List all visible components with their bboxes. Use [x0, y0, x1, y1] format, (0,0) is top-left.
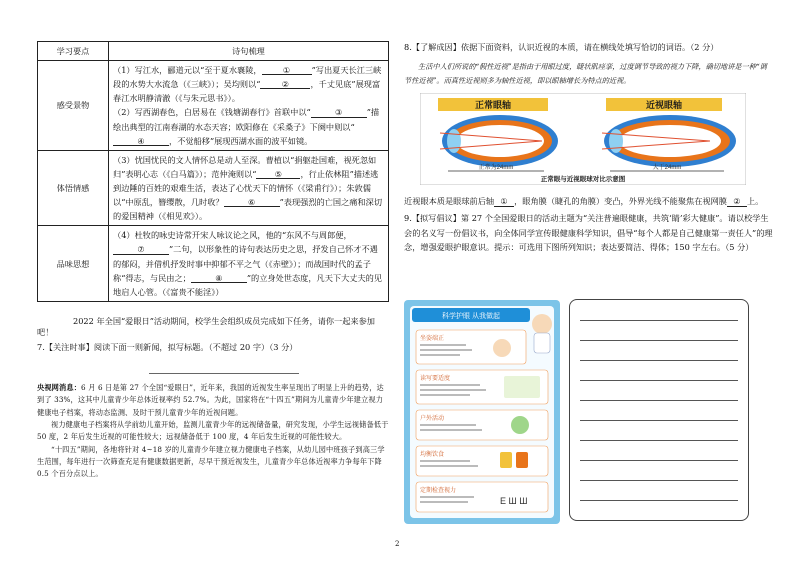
poster-tip-2 — [416, 370, 548, 404]
eye-care-poster — [404, 300, 560, 524]
text: ”的立身处世态度，凡天下大丈夫的见地启人心管。（《富贵不能淫》） — [113, 272, 383, 297]
blank-4[interactable]: ④ — [113, 137, 169, 146]
item-1 — [113, 63, 384, 105]
tip-title: 读写要适度 — [420, 376, 451, 382]
answer-line[interactable] — [580, 320, 738, 321]
table-head-key: 学习要点 — [38, 42, 109, 61]
text: 近视眼本质是眼球前后轴 — [404, 196, 495, 207]
row-key: 品味思想 — [38, 226, 109, 302]
tip-title: 均衡饮食 — [420, 452, 445, 458]
eye-diagram-svg — [420, 93, 746, 185]
text: （2）写西湖春色，白居易在《钱塘湖春行》首联中以“ — [113, 107, 311, 118]
title-answer-line[interactable] — [149, 373, 299, 374]
normal-eye-length: 正常为24mm — [478, 165, 514, 172]
page-number: 2 — [395, 540, 400, 548]
news-paragraph-2: 视力健康电子档案将从学前幼儿童开始，监测儿童青少年的远视储备量，研究发现，小学生远视储备低于 50 度，2 年后发生近视的可能性较大；远视储备低于 100 度，4 年后发生近视的可能性较大。 — [37, 419, 389, 442]
text: （1）写江水，郦道元以“至于夏水襄陵， — [113, 65, 262, 76]
row-content — [109, 61, 389, 151]
tip-title: 定期检查视力 — [420, 488, 457, 494]
row-key: 体悟情感 — [38, 150, 109, 226]
blank-7[interactable]: ⑦ — [113, 245, 169, 254]
answer-line[interactable] — [580, 480, 738, 481]
left-column — [37, 41, 389, 481]
text: 6 月 6 日是第 27 个全国“爱眼日”，近年来，我国的近视发生率呈现出了明显上升的趋势，达到了 33%，这其中儿童青少年总体近视率约 52.7%。为此，国家将在“十四五”期间为儿童青少年建立视力健康电子档案，将动态监测、及时干预儿童青少年的近视问题。 — [37, 382, 384, 417]
news-paragraph-1 — [37, 382, 389, 419]
poster-banner: 科学护眼 从我做起 — [442, 313, 500, 320]
myopic-eye-title: 近视眼轴 — [645, 100, 683, 111]
item-2 — [113, 105, 384, 147]
answer-line[interactable] — [580, 500, 738, 501]
news-article — [37, 382, 389, 481]
blank-3[interactable]: ③ — [311, 108, 367, 117]
question-8: 8.【了解成因】依据下面资料，认识近视的本质，请在横线处填写恰切的词语。（2 分） — [404, 42, 719, 52]
poster-tip-3 — [416, 410, 548, 440]
tip-title: 坐姿端正 — [420, 336, 445, 342]
answer-line[interactable] — [580, 420, 738, 421]
blank-6[interactable]: ⑥ — [224, 198, 280, 207]
answer-line[interactable] — [580, 440, 738, 441]
answer-line[interactable] — [580, 400, 738, 401]
news-paragraph-3: “十四五”期间，各地将针对 4~18 岁的儿童青少年建立视力健康电子档案，从幼儿园中班孩子到高三学生范围，每年进行一次筛查充足有健康数据更新，尽早干预近视发生，儿童青少年总体近视率力争每年下降 0.5 个百分点以上。 — [37, 444, 385, 479]
eye-comparison-figure — [420, 93, 746, 185]
tip-title: 户外活动 — [420, 416, 445, 422]
answer-line[interactable] — [580, 340, 738, 341]
row-content — [109, 226, 389, 302]
table-row — [38, 150, 389, 226]
q9-answer-box[interactable] — [569, 299, 749, 521]
blank-8[interactable]: ⑧ — [191, 274, 247, 283]
blank-5[interactable]: ⑤ — [256, 170, 300, 179]
blank-2[interactable]: ② — [260, 80, 310, 89]
q8-blank-1[interactable]: ① — [494, 197, 514, 206]
table-head-content: 诗句梳理 — [109, 42, 389, 61]
normal-eye-title: 正常眼轴 — [474, 100, 512, 111]
row-key: 感受景物 — [38, 61, 109, 151]
answer-line[interactable] — [580, 360, 738, 361]
text: （4）杜牧的咏史诗常开宋人咏议论之风，他的“东风不与周郎便， — [113, 230, 352, 241]
poster-tip-1 — [416, 330, 526, 364]
answer-line[interactable] — [580, 380, 738, 381]
activity-intro: 2022 年全国“爱眼日”活动期间，校学生会组织成员完成如下任务，请你一起来参加吧！ — [37, 315, 375, 337]
poem-table — [37, 41, 389, 302]
text: （3）忧国忧民的文人情怀总是动人至深。曹植以“捐躯赴国难，视死忽如归”表明心志（《白马篇》）；范仲淹则以“ — [113, 154, 377, 179]
myopic-eye-length: 大于24mm — [652, 165, 682, 172]
answer-line[interactable] — [580, 460, 738, 461]
row-content — [109, 150, 389, 226]
myopia-material: 生活中人们所说的“假性近视”是指由于用眼过度，睫状肌痉挛，过度调节导致的视力下降，确切地讲是一种“调节性近视”。而真性近视则多为轴性近视，即以眼轴增长为特点的近视。 — [404, 62, 767, 85]
blank-1[interactable]: ① — [262, 66, 312, 75]
text: ”描绘出典型的江南春湖的水态天容；欧阳修在《采桑子》下阕中则以“ — [113, 107, 380, 132]
question-9: 9.【拟写倡议】第 27 个全国爱眼日的活动主题为“关注普遍眼健康，共筑‘睛’彩大健康”。请以校学生会的名义写一份倡议书，向全体同学宣传眼健康科学知识，倡导“每个人都是自己健康第一责任人”的理念，增强爱眼护眼意识。提示：可选用下图所列知识；表达要简洁、得体；150 字左右。（5 分） — [404, 213, 773, 253]
poster-svg — [404, 300, 560, 524]
figure-caption: 正常眼与近视眼球对比示意图 — [540, 176, 626, 184]
text: ，千丈见底”展现富春江水明静清澈（《与朱元思书》）。 — [113, 79, 381, 104]
text: ，不觉船移”展现西湖水面的波平如镜。 — [169, 135, 313, 146]
table-row — [38, 226, 389, 302]
text: ，眼角膜（睫孔的角膜）变凸，外界光线不能聚焦在视网膜 — [514, 196, 727, 207]
table-row — [38, 61, 389, 151]
text: ”表现强烈的亡国之痛和深切的爱国精神（《相见欢》）。 — [113, 197, 383, 222]
q8-blank-2[interactable]: ② — [727, 197, 747, 206]
text: ”写出夏天长江三峡段的水势大水流急（《三峡》）；吴均则以“ — [113, 65, 382, 90]
question-8-sentence — [404, 195, 774, 209]
svg-text:E Ш Ш: E Ш Ш — [500, 496, 528, 506]
poster-tip-5 — [416, 482, 548, 512]
news-source: 央视网消息： — [37, 382, 82, 392]
text: 上。 — [746, 196, 764, 207]
text: ”二句，以形象性的诗句表达历史之思，抒发自己怀才不遇的郁闷，并借机抒发时事中抑郁不平之气（《赤壁》）；而战国时代的孟子称“得志，与民由之； — [113, 244, 378, 283]
text: ，行止依林阻”描述逃到边陲的百姓的艰难生活，表达了心忧天下的情怀（《梁甫行》）；朱敦儒以“中原乱，簪缨散，几时收？ — [113, 168, 379, 208]
question-7: 7.【关注时事】阅读下面一则新闻，拟写标题。（不超过 20 字）（3 分） — [37, 341, 298, 352]
poster-tip-4 — [416, 446, 548, 476]
right-column — [404, 41, 774, 254]
